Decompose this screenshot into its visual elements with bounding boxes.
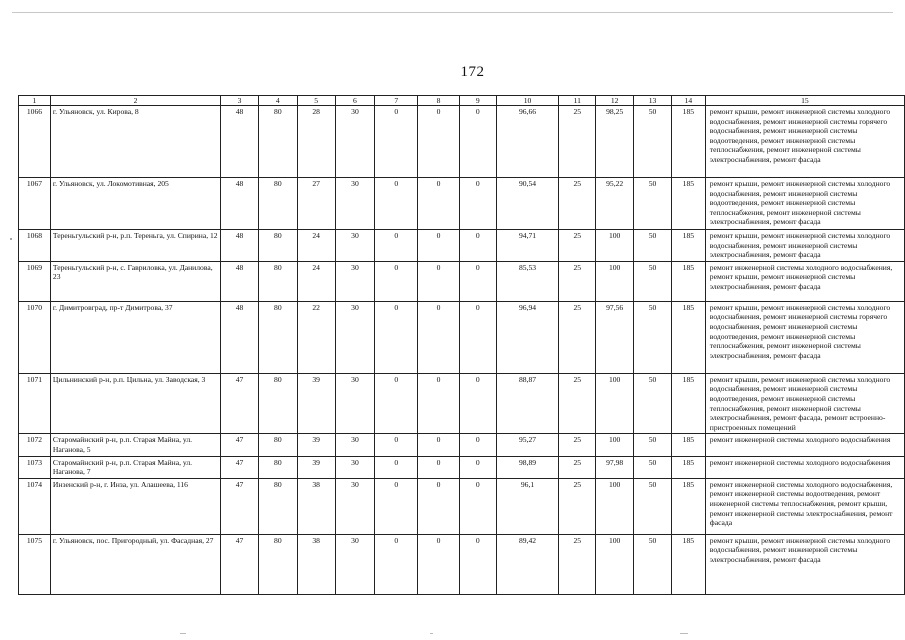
value-cell: 100 bbox=[596, 373, 634, 434]
value-cell: 50 bbox=[634, 434, 672, 456]
column-number: 6 bbox=[335, 96, 375, 106]
value-cell: 0 bbox=[418, 301, 460, 373]
value-cell: 0 bbox=[418, 478, 460, 534]
address-cell: г. Ульяновск, пос. Пригородный, ул. Фасадная, 27 bbox=[50, 534, 220, 594]
value-cell: 0 bbox=[459, 456, 496, 478]
value-cell: 88,87 bbox=[496, 373, 559, 434]
value-cell: 98,25 bbox=[596, 106, 634, 178]
column-number: 8 bbox=[418, 96, 460, 106]
column-number-row bbox=[19, 96, 905, 106]
value-cell: 185 bbox=[671, 456, 705, 478]
row-number-cell: 1073 bbox=[19, 456, 51, 478]
value-cell: 28 bbox=[297, 106, 335, 178]
works-cell: ремонт инженерной системы холодного водоснабжения bbox=[705, 434, 904, 456]
table-row bbox=[19, 456, 905, 478]
value-cell: 48 bbox=[221, 178, 259, 230]
value-cell: 185 bbox=[671, 301, 705, 373]
works-cell: ремонт инженерной системы холодного водоснабжения bbox=[705, 456, 904, 478]
value-cell: 96,66 bbox=[496, 106, 559, 178]
value-cell: 100 bbox=[596, 230, 634, 262]
value-cell: 185 bbox=[671, 373, 705, 434]
value-cell: 25 bbox=[559, 534, 596, 594]
value-cell: 98,89 bbox=[496, 456, 559, 478]
row-number-cell: 1071 bbox=[19, 373, 51, 434]
table-row bbox=[19, 106, 905, 178]
address-cell: Старомайнский р-н, р.п. Старая Майна, ул. Наганова, 7 bbox=[50, 456, 220, 478]
value-cell: 0 bbox=[375, 434, 418, 456]
value-cell: 39 bbox=[297, 373, 335, 434]
row-number-cell: 1070 bbox=[19, 301, 51, 373]
row-number-cell: 1072 bbox=[19, 434, 51, 456]
column-number: 11 bbox=[559, 96, 596, 106]
scan-mark bbox=[10, 238, 12, 240]
works-cell: ремонт крыши, ремонт инженерной системы холодного водоснабжения, ремонт инженерной системы электроснабжения, ремонт фасада bbox=[705, 534, 904, 594]
value-cell: 0 bbox=[375, 301, 418, 373]
column-number: 7 bbox=[375, 96, 418, 106]
table-row bbox=[19, 534, 905, 594]
works-cell: ремонт инженерной системы холодного водоснабжения, ремонт крыши, ремонт инженерной системы электроснабжения, ремонт фасада bbox=[705, 261, 904, 301]
value-cell: 80 bbox=[258, 434, 297, 456]
value-cell: 80 bbox=[258, 178, 297, 230]
column-number: 4 bbox=[258, 96, 297, 106]
address-cell: Цильнинский р-н, р.п. Цильна, ул. Заводская, 3 bbox=[50, 373, 220, 434]
value-cell: 0 bbox=[418, 534, 460, 594]
value-cell: 39 bbox=[297, 456, 335, 478]
value-cell: 0 bbox=[459, 373, 496, 434]
column-number: 5 bbox=[297, 96, 335, 106]
value-cell: 185 bbox=[671, 434, 705, 456]
value-cell: 0 bbox=[375, 106, 418, 178]
scan-mark bbox=[680, 633, 688, 634]
table-row bbox=[19, 434, 905, 456]
value-cell: 0 bbox=[418, 230, 460, 262]
row-number-cell: 1074 bbox=[19, 478, 51, 534]
value-cell: 39 bbox=[297, 434, 335, 456]
value-cell: 0 bbox=[375, 373, 418, 434]
value-cell: 85,53 bbox=[496, 261, 559, 301]
value-cell: 30 bbox=[335, 534, 375, 594]
table-row bbox=[19, 178, 905, 230]
value-cell: 80 bbox=[258, 456, 297, 478]
row-number-cell: 1069 bbox=[19, 261, 51, 301]
row-number-cell: 1075 bbox=[19, 534, 51, 594]
value-cell: 25 bbox=[559, 178, 596, 230]
column-number: 1 bbox=[19, 96, 51, 106]
value-cell: 48 bbox=[221, 301, 259, 373]
value-cell: 27 bbox=[297, 178, 335, 230]
scan-mark bbox=[180, 633, 186, 634]
value-cell: 97,56 bbox=[596, 301, 634, 373]
value-cell: 47 bbox=[221, 456, 259, 478]
value-cell: 80 bbox=[258, 230, 297, 262]
value-cell: 90,54 bbox=[496, 178, 559, 230]
value-cell: 30 bbox=[335, 301, 375, 373]
value-cell: 0 bbox=[459, 434, 496, 456]
column-number: 3 bbox=[221, 96, 259, 106]
value-cell: 185 bbox=[671, 178, 705, 230]
value-cell: 0 bbox=[459, 301, 496, 373]
value-cell: 47 bbox=[221, 478, 259, 534]
value-cell: 185 bbox=[671, 230, 705, 262]
works-cell: ремонт инженерной системы холодного водоснабжения, ремонт инженерной системы водоотведения, ремонт инженерной системы теплоснабжения, ремонт крыши, ремонт инженерной системы электроснабжения, ремонт фасада bbox=[705, 478, 904, 534]
value-cell: 89,42 bbox=[496, 534, 559, 594]
value-cell: 0 bbox=[418, 456, 460, 478]
value-cell: 0 bbox=[459, 230, 496, 262]
value-cell: 25 bbox=[559, 261, 596, 301]
value-cell: 0 bbox=[418, 261, 460, 301]
table-row bbox=[19, 230, 905, 262]
value-cell: 0 bbox=[418, 106, 460, 178]
value-cell: 50 bbox=[634, 301, 672, 373]
value-cell: 25 bbox=[559, 478, 596, 534]
page-number: 172 bbox=[460, 64, 485, 80]
value-cell: 25 bbox=[559, 301, 596, 373]
value-cell: 100 bbox=[596, 478, 634, 534]
address-cell: Тереньгульский р-н, р.п. Тереньга, ул. Спирина, 12 bbox=[50, 230, 220, 262]
value-cell: 80 bbox=[258, 478, 297, 534]
value-cell: 30 bbox=[335, 178, 375, 230]
value-cell: 100 bbox=[596, 534, 634, 594]
value-cell: 0 bbox=[375, 230, 418, 262]
value-cell: 22 bbox=[297, 301, 335, 373]
value-cell: 80 bbox=[258, 261, 297, 301]
column-number: 14 bbox=[671, 96, 705, 106]
value-cell: 30 bbox=[335, 230, 375, 262]
value-cell: 185 bbox=[671, 261, 705, 301]
value-cell: 95,22 bbox=[596, 178, 634, 230]
address-cell: г. Ульяновск, ул. Кирова, 8 bbox=[50, 106, 220, 178]
value-cell: 30 bbox=[335, 106, 375, 178]
value-cell: 25 bbox=[559, 106, 596, 178]
value-cell: 0 bbox=[459, 178, 496, 230]
value-cell: 95,27 bbox=[496, 434, 559, 456]
row-number-cell: 1066 bbox=[19, 106, 51, 178]
table-row bbox=[19, 301, 905, 373]
value-cell: 30 bbox=[335, 434, 375, 456]
value-cell: 100 bbox=[596, 434, 634, 456]
address-cell: Старомайнский р-н, р.п. Старая Майна, ул. Наганова, 5 bbox=[50, 434, 220, 456]
value-cell: 30 bbox=[335, 373, 375, 434]
value-cell: 80 bbox=[258, 373, 297, 434]
value-cell: 48 bbox=[221, 230, 259, 262]
column-number: 9 bbox=[459, 96, 496, 106]
value-cell: 50 bbox=[634, 261, 672, 301]
address-cell: г. Димитровград, пр-т Димитрова, 37 bbox=[50, 301, 220, 373]
value-cell: 80 bbox=[258, 301, 297, 373]
value-cell: 24 bbox=[297, 261, 335, 301]
value-cell: 30 bbox=[335, 478, 375, 534]
value-cell: 50 bbox=[634, 534, 672, 594]
value-cell: 100 bbox=[596, 261, 634, 301]
value-cell: 30 bbox=[335, 261, 375, 301]
row-number-cell: 1068 bbox=[19, 230, 51, 262]
value-cell: 24 bbox=[297, 230, 335, 262]
value-cell: 185 bbox=[671, 534, 705, 594]
value-cell: 25 bbox=[559, 230, 596, 262]
value-cell: 47 bbox=[221, 534, 259, 594]
value-cell: 50 bbox=[634, 230, 672, 262]
value-cell: 0 bbox=[418, 178, 460, 230]
value-cell: 0 bbox=[459, 106, 496, 178]
value-cell: 0 bbox=[459, 534, 496, 594]
address-cell: Инзенский р-н, г. Инза, ул. Алашеева, 116 bbox=[50, 478, 220, 534]
works-cell: ремонт крыши, ремонт инженерной системы холодного водоснабжения, ремонт инженерной системы горячего водоснабжения, ремонт инженерной системы водоотведения, ремонт инженерной системы теплоснабжения, ремонт инженерной системы электроснабжения, ремонт фасада bbox=[705, 106, 904, 178]
value-cell: 50 bbox=[634, 106, 672, 178]
value-cell: 0 bbox=[418, 373, 460, 434]
value-cell: 94,71 bbox=[496, 230, 559, 262]
value-cell: 30 bbox=[335, 456, 375, 478]
table-row bbox=[19, 373, 905, 434]
table-body bbox=[19, 96, 905, 595]
value-cell: 185 bbox=[671, 106, 705, 178]
value-cell: 47 bbox=[221, 373, 259, 434]
value-cell: 0 bbox=[375, 261, 418, 301]
value-cell: 50 bbox=[634, 478, 672, 534]
value-cell: 25 bbox=[559, 456, 596, 478]
address-cell: г. Ульяновск, ул. Локомотивная, 205 bbox=[50, 178, 220, 230]
table-row bbox=[19, 478, 905, 534]
value-cell: 50 bbox=[634, 456, 672, 478]
value-cell: 80 bbox=[258, 534, 297, 594]
column-number: 13 bbox=[634, 96, 672, 106]
address-cell: Тереньгульский р-н, с. Гавриловка, ул. Данилова, 23 bbox=[50, 261, 220, 301]
value-cell: 80 bbox=[258, 106, 297, 178]
value-cell: 96,1 bbox=[496, 478, 559, 534]
column-number: 2 bbox=[50, 96, 220, 106]
value-cell: 50 bbox=[634, 373, 672, 434]
value-cell: 25 bbox=[559, 434, 596, 456]
value-cell: 0 bbox=[375, 456, 418, 478]
column-number: 10 bbox=[496, 96, 559, 106]
column-number: 12 bbox=[596, 96, 634, 106]
value-cell: 96,94 bbox=[496, 301, 559, 373]
value-cell: 185 bbox=[671, 478, 705, 534]
value-cell: 38 bbox=[297, 478, 335, 534]
repair-program-table bbox=[18, 95, 905, 595]
row-number-cell: 1067 bbox=[19, 178, 51, 230]
value-cell: 0 bbox=[459, 261, 496, 301]
scan-mark bbox=[430, 633, 433, 634]
value-cell: 25 bbox=[559, 373, 596, 434]
value-cell: 0 bbox=[418, 434, 460, 456]
value-cell: 48 bbox=[221, 106, 259, 178]
value-cell: 0 bbox=[375, 478, 418, 534]
page-top-border bbox=[12, 12, 893, 13]
works-cell: ремонт крыши, ремонт инженерной системы холодного водоснабжения, ремонт инженерной системы водоотведения, ремонт инженерной системы теплоснабжения, ремонт инженерной системы электроснабжения, ремонт фасада, ремонт встроенно-пристроенных помещений bbox=[705, 373, 904, 434]
value-cell: 0 bbox=[459, 478, 496, 534]
column-number: 15 bbox=[705, 96, 904, 106]
value-cell: 50 bbox=[634, 178, 672, 230]
value-cell: 47 bbox=[221, 434, 259, 456]
table-row bbox=[19, 261, 905, 301]
value-cell: 0 bbox=[375, 178, 418, 230]
value-cell: 38 bbox=[297, 534, 335, 594]
works-cell: ремонт крыши, ремонт инженерной системы холодного водоснабжения, ремонт инженерной системы горячего водоснабжения, ремонт инженерной системы водоотведения, ремонт инженерной системы теплоснабжения, ремонт инженерной системы электроснабжения, ремонт фасада bbox=[705, 301, 904, 373]
value-cell: 97,98 bbox=[596, 456, 634, 478]
works-cell: ремонт крыши, ремонт инженерной системы холодного водоснабжения, ремонт инженерной системы электроснабжения, ремонт фасада bbox=[705, 230, 904, 262]
value-cell: 0 bbox=[375, 534, 418, 594]
works-cell: ремонт крыши, ремонт инженерной системы холодного водоснабжения, ремонт инженерной системы водоотведения, ремонт инженерной системы теплоснабжения, ремонт инженерной системы электроснабжения, ремонт фасада bbox=[705, 178, 904, 230]
value-cell: 48 bbox=[221, 261, 259, 301]
